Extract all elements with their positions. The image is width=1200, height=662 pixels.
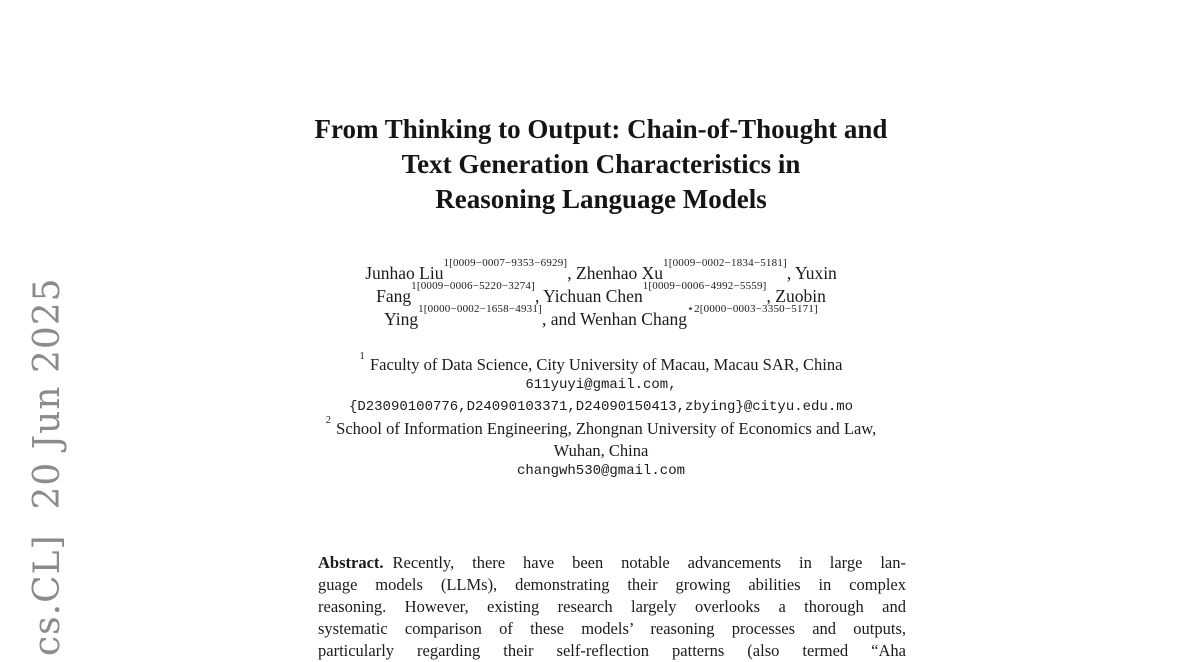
affiliation-text: School of Information Engineering, Zhongnan University of Economics and Law, <box>336 419 877 439</box>
abstract-line <box>318 552 906 574</box>
affiliation-2 <box>268 414 934 439</box>
abstract-line: reasoning. However, existing research largely overlooks a thorough and <box>318 597 906 616</box>
arxiv-watermark: cs.CL] 20 Jun 2025 <box>27 277 68 656</box>
author-name: , and Wenhan Chang <box>541 309 687 329</box>
affiliation-marker: 2 <box>325 414 332 426</box>
title-line-2: Text Generation Characteristics in <box>401 149 801 179</box>
title-line-1: From Thinking to Output: Chain-of-Thought and <box>314 114 888 144</box>
author-name: Fang <box>376 286 412 306</box>
authors-block <box>268 257 934 331</box>
author-name: Junhao Liu <box>365 263 444 283</box>
orcid-superscript: 1[0009−0006−5220−3274] <box>411 280 535 293</box>
affiliation-2-city: Wuhan, China <box>553 440 649 460</box>
abstract-label: Abstract. <box>318 553 384 572</box>
author-name: , Yuxin <box>786 263 837 283</box>
orcid-superscript: 1[0009−0007−9353−6929] <box>443 257 568 270</box>
abstract-line: particularly regarding their self-reflection patterns (also termed “Aha <box>318 641 906 660</box>
affiliation-marker: 1 <box>359 350 365 362</box>
author-line-1 <box>268 257 934 285</box>
abstract-text: Recently, there have been notable advancements in large lan- <box>392 553 906 572</box>
paper-title <box>268 112 934 217</box>
abstract-line: guage models (LLMs), demonstrating their growing abilities in complex <box>318 575 906 594</box>
author-name: Ying <box>384 309 419 329</box>
affiliation-text: Faculty of Data Science, City University of Macau, Macau SAR, China <box>370 355 843 374</box>
orcid-superscript: 1[0000−0002−1658−4931] <box>418 303 542 316</box>
abstract <box>318 552 906 662</box>
affiliations-block <box>268 350 934 482</box>
author-line-2 <box>268 280 934 308</box>
orcid-superscript: 1[0009−0006−4992−5559] <box>642 280 767 293</box>
affiliation-1 <box>268 350 934 375</box>
author-name: , Yichuan Chen <box>534 286 643 306</box>
title-line-3: Reasoning Language Models <box>435 184 767 214</box>
author-line-3 <box>268 303 934 331</box>
email-line: 611yuyi@gmail.com, <box>525 377 677 394</box>
orcid-superscript: ⋆2[0000−0003−3350−5171] <box>687 303 818 316</box>
email-line: changwh530@gmail.com <box>516 463 686 480</box>
author-name: , Zuobin <box>766 286 826 306</box>
email-line: {D23090100776,D24090103371,D24090150413,zbying}@cityu.edu.mo <box>348 398 854 415</box>
orcid-superscript: 1[0009−0002−1834−5181] <box>663 257 787 270</box>
abstract-line: systematic comparison of these models’ reasoning processes and outputs, <box>318 619 906 638</box>
paper-content <box>268 0 934 660</box>
author-name: , Zhenhao Xu <box>567 263 664 283</box>
